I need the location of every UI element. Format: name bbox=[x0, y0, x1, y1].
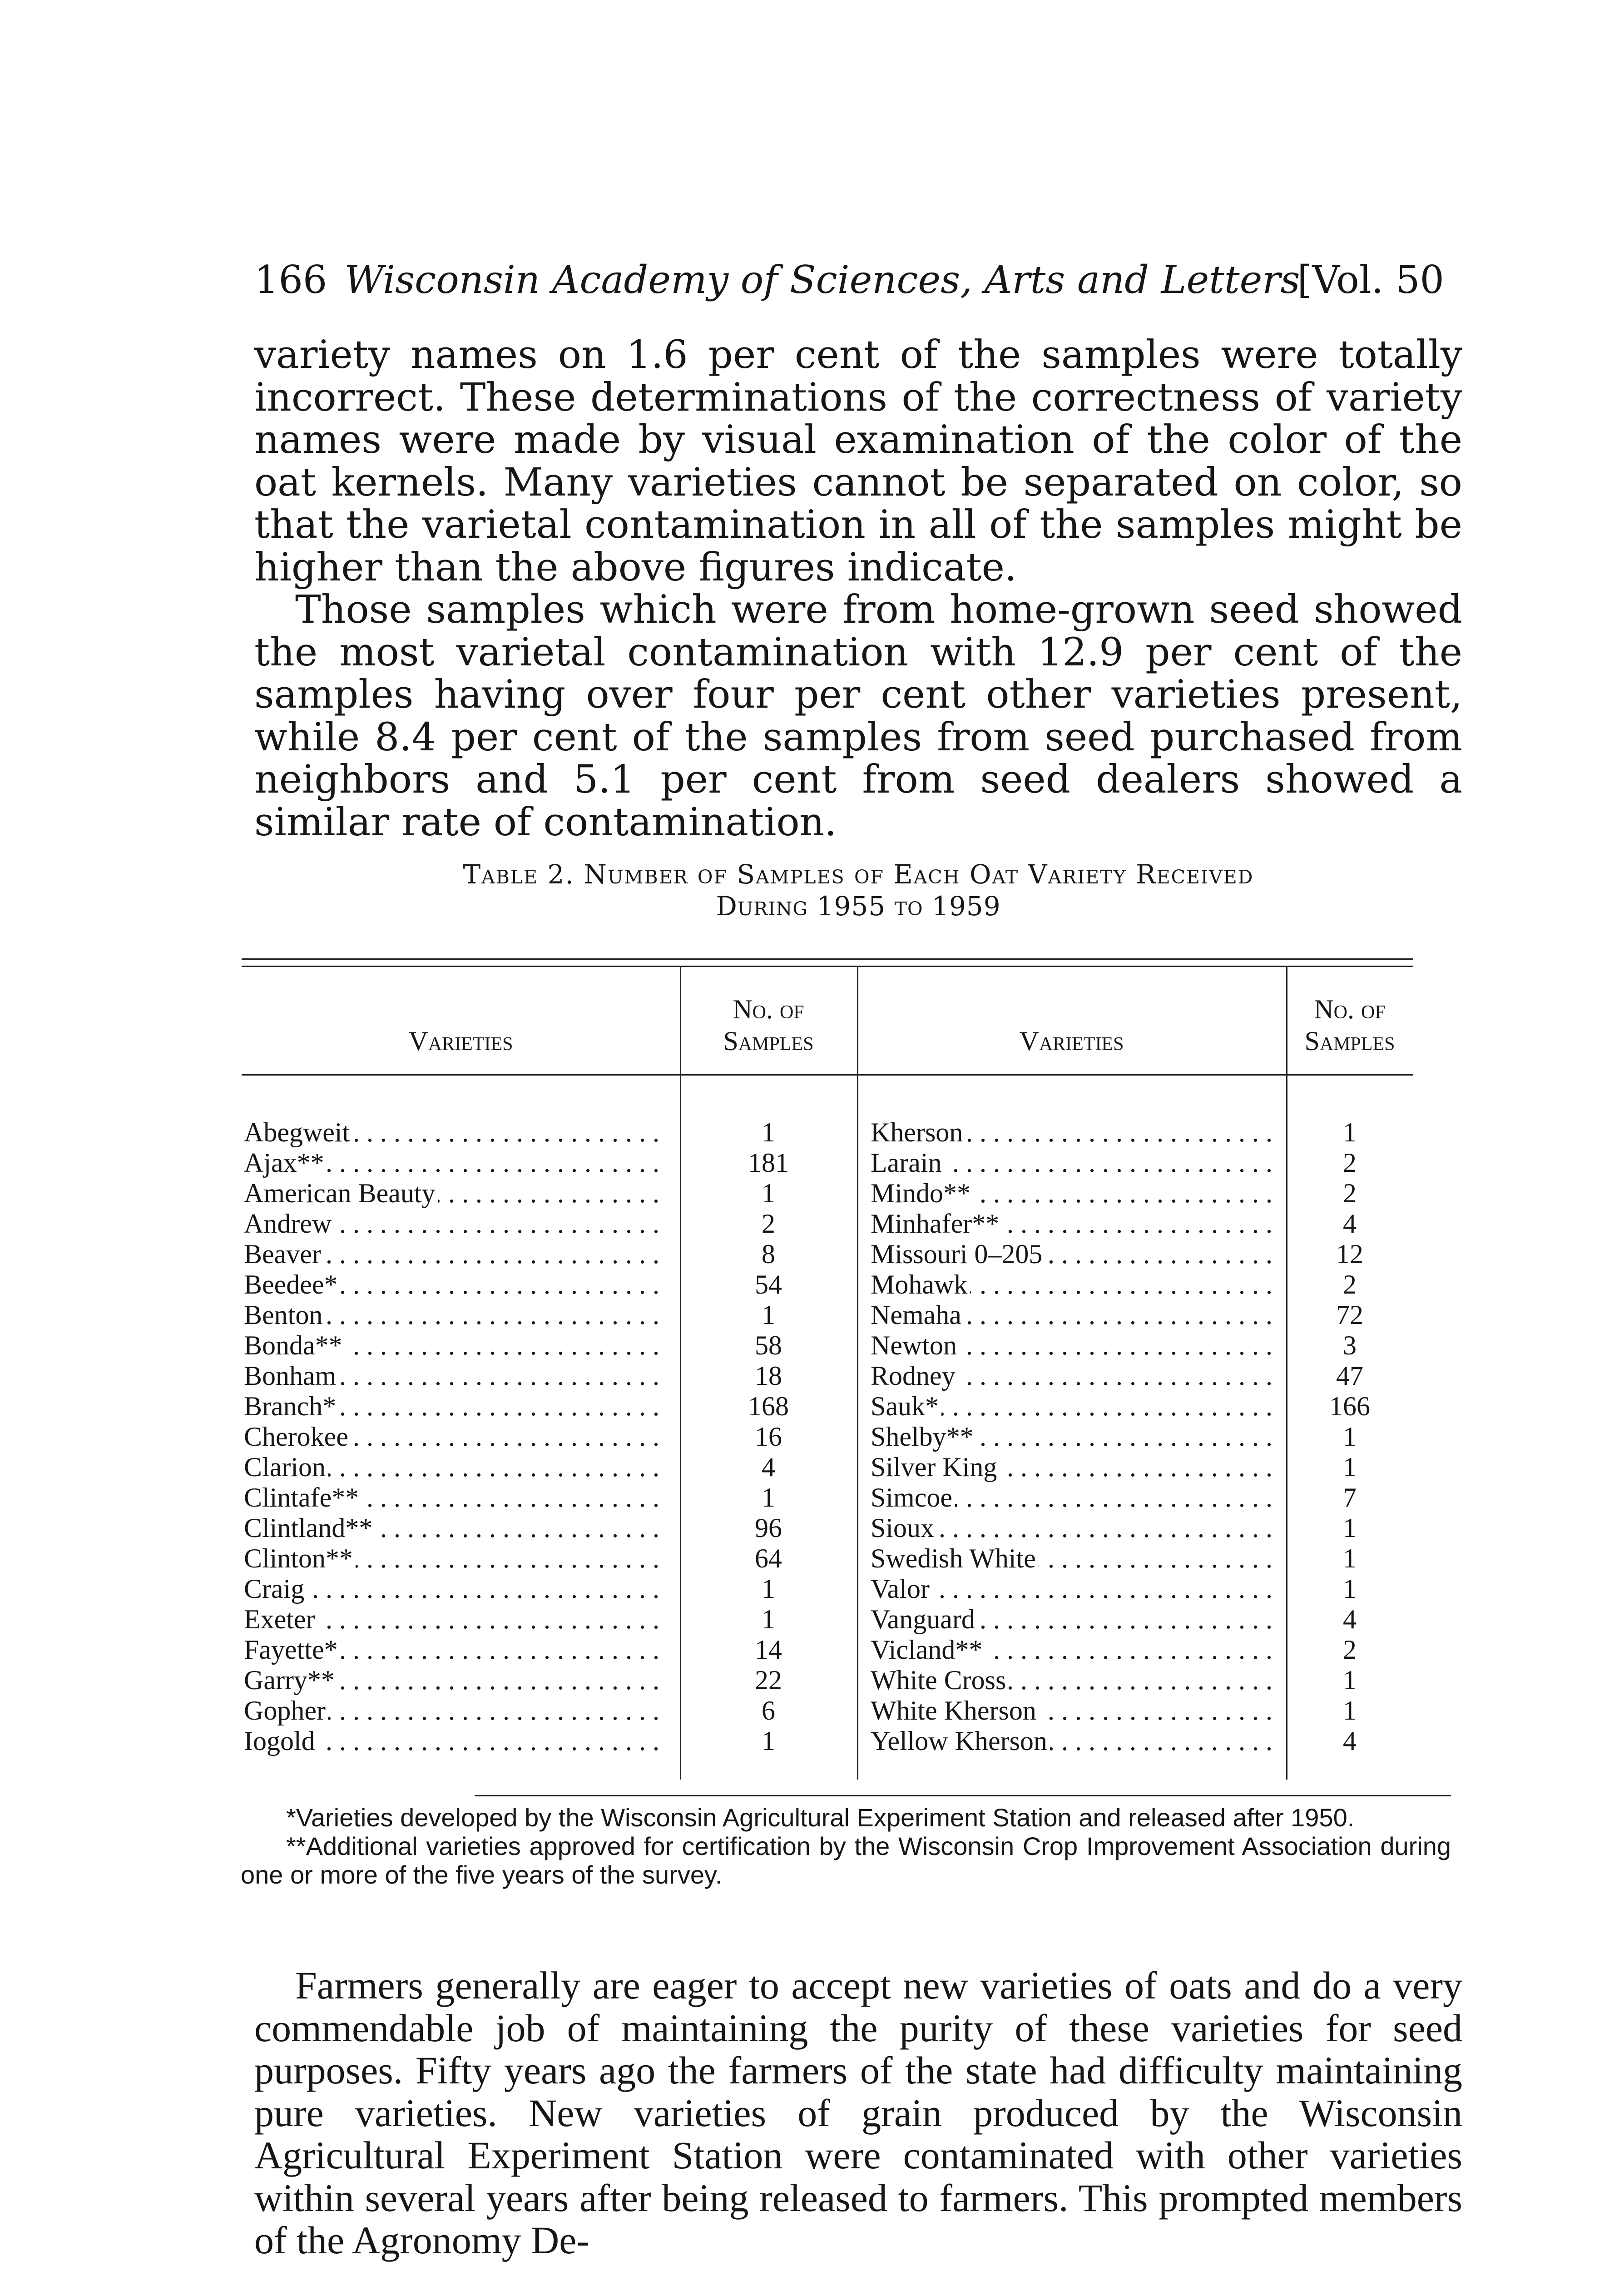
variety-name: Simcoe bbox=[871, 1483, 955, 1512]
table-row-variety bbox=[244, 1330, 662, 1361]
journal-title: Wisconsin Academy of Sciences, Arts and Letters bbox=[344, 258, 1300, 302]
variety-name: Shelby** bbox=[871, 1422, 976, 1452]
table-row-variety bbox=[244, 1361, 662, 1391]
table-row-count bbox=[680, 1452, 857, 1483]
sample-count: 18 bbox=[755, 1361, 782, 1391]
sample-count: 1 bbox=[1343, 1574, 1357, 1604]
table-row-count bbox=[1286, 1239, 1413, 1269]
sample-count: 1 bbox=[762, 1178, 775, 1208]
sample-count: 96 bbox=[755, 1513, 782, 1543]
sample-count: 12 bbox=[1336, 1239, 1363, 1269]
table-row-variety bbox=[244, 1696, 662, 1726]
variety-name: White Cross bbox=[871, 1665, 1009, 1695]
table-row-count bbox=[1286, 1117, 1413, 1148]
sample-count: 1 bbox=[1343, 1117, 1357, 1147]
table-row-variety bbox=[871, 1361, 1275, 1391]
table-row-variety bbox=[871, 1483, 1275, 1513]
table-row-count bbox=[1286, 1543, 1413, 1574]
variety-name: Missouri 0–205 bbox=[871, 1239, 1045, 1269]
table-row-count bbox=[680, 1178, 857, 1209]
sample-count: 2 bbox=[1343, 1178, 1357, 1208]
table-row-count bbox=[1286, 1178, 1413, 1209]
table-row-variety bbox=[871, 1269, 1275, 1300]
sample-count: 3 bbox=[1343, 1330, 1357, 1360]
variety-name: Sioux bbox=[871, 1513, 937, 1543]
sample-count: 2 bbox=[1343, 1269, 1357, 1299]
sample-count-column bbox=[1286, 1117, 1413, 1756]
variety-name: Minhafer** bbox=[871, 1209, 1002, 1239]
footnote: **Additional varieties approved for certification by the Wisconsin Crop Improvement Association during one or more of the five years of the survey. bbox=[241, 1832, 1451, 1889]
header-label: Samples bbox=[1304, 1026, 1395, 1056]
variety-name: Garry** bbox=[244, 1665, 337, 1695]
sample-count: 1 bbox=[762, 1604, 775, 1634]
sample-count: 6 bbox=[762, 1696, 775, 1726]
variety-name: Ajax** bbox=[244, 1148, 327, 1178]
table-row-variety bbox=[244, 1148, 662, 1178]
sample-count: 72 bbox=[1336, 1300, 1363, 1330]
sample-count: 47 bbox=[1336, 1361, 1363, 1391]
table-row-count bbox=[680, 1574, 857, 1604]
table-row-variety bbox=[871, 1574, 1275, 1604]
table-row-count bbox=[1286, 1330, 1413, 1361]
table-row-variety bbox=[244, 1239, 662, 1269]
variety-name: Kherson bbox=[871, 1117, 965, 1147]
table-row-count bbox=[1286, 1361, 1413, 1391]
header-label: Samples bbox=[723, 1026, 814, 1056]
table-row-variety bbox=[871, 1696, 1275, 1726]
variety-name: Clintland** bbox=[244, 1513, 375, 1543]
table-row-variety bbox=[871, 1513, 1275, 1543]
table-row-variety bbox=[244, 1178, 662, 1209]
table-row-count bbox=[1286, 1148, 1413, 1178]
variety-name: White Kherson bbox=[871, 1696, 1039, 1726]
table-row-variety bbox=[244, 1300, 662, 1330]
table-row-count bbox=[680, 1361, 857, 1391]
table-row-variety bbox=[244, 1452, 662, 1483]
sample-count: 64 bbox=[755, 1543, 782, 1573]
variety-name: Newton bbox=[871, 1330, 960, 1360]
table-row-count bbox=[680, 1209, 857, 1239]
table-row-count bbox=[680, 1665, 857, 1696]
table-row-count bbox=[1286, 1604, 1413, 1635]
header-label: No. of bbox=[1314, 994, 1386, 1024]
table-row-variety bbox=[871, 1543, 1275, 1574]
variety-name: Benton bbox=[244, 1300, 325, 1330]
sample-count: 166 bbox=[1329, 1391, 1370, 1421]
table-row-variety bbox=[871, 1665, 1275, 1696]
variety-name: Clarion bbox=[244, 1452, 328, 1482]
body-text-top bbox=[254, 334, 1462, 843]
table-row-count bbox=[680, 1696, 857, 1726]
variety-name: Craig bbox=[244, 1574, 307, 1604]
sample-count: 2 bbox=[1343, 1148, 1357, 1178]
sample-count: 1 bbox=[1343, 1452, 1357, 1482]
variety-name: Swedish White bbox=[871, 1543, 1039, 1573]
table-row-variety bbox=[871, 1726, 1275, 1756]
table-caption-line: During 1955 to 1959 bbox=[716, 891, 1001, 922]
sample-count: 1 bbox=[762, 1483, 775, 1512]
variety-name: Bonda** bbox=[244, 1330, 345, 1360]
table-row-variety bbox=[244, 1604, 662, 1635]
table-row-variety bbox=[244, 1574, 662, 1604]
table-row-variety bbox=[244, 1483, 662, 1513]
table-row-variety bbox=[244, 1635, 662, 1665]
table-row-count bbox=[1286, 1635, 1413, 1665]
variety-name: Bonham bbox=[244, 1361, 339, 1391]
variety-name: Branch* bbox=[244, 1391, 339, 1421]
table-row-count bbox=[680, 1483, 857, 1513]
table-row-variety bbox=[871, 1117, 1275, 1148]
table-row-count bbox=[680, 1726, 857, 1756]
variety-name: Larain bbox=[871, 1148, 945, 1178]
table-row-count bbox=[1286, 1269, 1413, 1300]
header-label: No. of bbox=[733, 994, 804, 1024]
table-row-variety bbox=[244, 1422, 662, 1452]
sample-count: 1 bbox=[762, 1726, 775, 1756]
table-row-count bbox=[680, 1513, 857, 1543]
table-row-count bbox=[1286, 1209, 1413, 1239]
variety-name-column bbox=[244, 1117, 662, 1756]
column-header-varieties bbox=[242, 958, 680, 1074]
variety-name: Mohawk bbox=[871, 1269, 970, 1299]
variety-name: Valor bbox=[871, 1574, 932, 1604]
sample-count: 58 bbox=[755, 1330, 782, 1360]
variety-name: Beaver bbox=[244, 1239, 324, 1269]
sample-count: 168 bbox=[748, 1391, 789, 1421]
sample-count: 2 bbox=[762, 1209, 775, 1239]
table-row-count bbox=[680, 1239, 857, 1269]
sample-count: 4 bbox=[1343, 1604, 1357, 1634]
table-row-count bbox=[1286, 1665, 1413, 1696]
table-row-count bbox=[1286, 1726, 1413, 1756]
variety-name: Clintafe** bbox=[244, 1483, 361, 1512]
variety-name: Yellow Kherson bbox=[871, 1726, 1050, 1756]
table-row-count bbox=[680, 1391, 857, 1422]
paragraph: variety names on 1.6 per cent of the samples were totally incorrect. These determinations of the correctness of variety names were made by visual examination of the color of the oat kernels. Many varieties cannot be separated on color, so that the varietal contamination in all of the samples might be higher than the above figures indicate. bbox=[254, 332, 1462, 590]
sample-count: 22 bbox=[755, 1665, 782, 1695]
sample-count: 4 bbox=[762, 1452, 775, 1482]
variety-name: Iogold bbox=[244, 1726, 318, 1756]
table-row-variety bbox=[244, 1117, 662, 1148]
variety-name: Andrew bbox=[244, 1209, 334, 1239]
sample-count: 4 bbox=[1343, 1726, 1357, 1756]
footnote-rule bbox=[475, 1795, 1451, 1796]
table-row-variety bbox=[244, 1391, 662, 1422]
column-header-samples bbox=[680, 958, 857, 1074]
variety-name: Vicland** bbox=[871, 1635, 985, 1665]
sample-count: 1 bbox=[1343, 1696, 1357, 1726]
footnote: *Varieties developed by the Wisconsin Agricultural Experiment Station and released after 1950. bbox=[286, 1803, 1355, 1832]
paragraph: Farmers generally are eager to accept new varieties of oats and do a very commendable job of maintaining the purity of these varieties for seed purposes. Fifty years ago the farmers of the state had difficulty maintaining pure varieties. New varieties of grain produced by the Wisconsin Agricultural Experiment Station were contaminated with other varieties within several years after being released to farmers. This prompted members of the Agronomy De- bbox=[254, 1964, 1462, 2262]
column-header-samples bbox=[1286, 958, 1413, 1074]
table-row-variety bbox=[871, 1178, 1275, 1209]
sample-count: 1 bbox=[1343, 1422, 1357, 1452]
variety-name: Clinton** bbox=[244, 1543, 356, 1573]
table-row-count bbox=[680, 1330, 857, 1361]
variety-name: Gopher bbox=[244, 1696, 328, 1726]
table-row-count bbox=[1286, 1300, 1413, 1330]
variety-name: Vanguard bbox=[871, 1604, 978, 1634]
page-number: 166 bbox=[254, 258, 327, 302]
table-row-count bbox=[1286, 1696, 1413, 1726]
table-row-variety bbox=[871, 1604, 1275, 1635]
table-row-variety bbox=[871, 1452, 1275, 1483]
table-row-count bbox=[680, 1422, 857, 1452]
table-row-variety bbox=[871, 1422, 1275, 1452]
table-row-variety bbox=[871, 1391, 1275, 1422]
table-row-count bbox=[1286, 1513, 1413, 1543]
table-row-variety bbox=[244, 1726, 662, 1756]
body-text-bottom bbox=[254, 1964, 1462, 2262]
sample-count: 2 bbox=[1343, 1635, 1357, 1665]
table-row-variety bbox=[244, 1513, 662, 1543]
paragraph: Those samples which were from home-grown seed showed the most varietal contamination with 12.9 per cent of the samples having over four per cent other varieties present, while 8.4 per cent of the samples from seed purchased from neighbors and 5.1 per cent from seed dealers showed a similar rate of contamination. bbox=[254, 587, 1462, 845]
table-row-variety bbox=[871, 1330, 1275, 1361]
column-header-varieties bbox=[857, 958, 1286, 1074]
table-row-count bbox=[1286, 1574, 1413, 1604]
running-header bbox=[254, 257, 1444, 302]
variety-name: Rodney bbox=[871, 1361, 958, 1391]
table-row-variety bbox=[244, 1665, 662, 1696]
sample-count: 14 bbox=[755, 1635, 782, 1665]
header-label: Varieties bbox=[408, 1026, 513, 1056]
header-label: Varieties bbox=[1019, 1026, 1124, 1056]
table-caption bbox=[254, 858, 1462, 922]
table-row-count bbox=[680, 1635, 857, 1665]
table-row-variety bbox=[871, 1148, 1275, 1178]
table-row-count bbox=[680, 1300, 857, 1330]
table-row-count bbox=[680, 1604, 857, 1635]
table-row-count bbox=[1286, 1422, 1413, 1452]
column-divider bbox=[857, 967, 858, 1780]
table-footnotes bbox=[241, 1803, 1451, 1889]
table-row-count bbox=[680, 1117, 857, 1148]
sample-count: 1 bbox=[762, 1117, 775, 1147]
table-row-variety bbox=[871, 1239, 1275, 1269]
volume-label: [Vol. 50 bbox=[1297, 258, 1444, 302]
table-row-variety bbox=[871, 1635, 1275, 1665]
table-row-count bbox=[680, 1269, 857, 1300]
table-row-variety bbox=[244, 1209, 662, 1239]
table-row-variety bbox=[244, 1269, 662, 1300]
variety-name: Cherokee bbox=[244, 1422, 351, 1452]
table-caption-line: Table 2. Number of Samples of Each Oat Variety Received bbox=[463, 859, 1254, 890]
variety-name: Sauk* bbox=[871, 1391, 941, 1421]
table-row-count bbox=[1286, 1391, 1413, 1422]
variety-name: Exeter bbox=[244, 1604, 318, 1634]
sample-count: 4 bbox=[1343, 1209, 1357, 1239]
variety-name-column bbox=[871, 1117, 1275, 1756]
table-row-variety bbox=[871, 1209, 1275, 1239]
variety-name: Beedee* bbox=[244, 1269, 341, 1299]
table-row-count bbox=[680, 1543, 857, 1574]
table-rule bbox=[242, 1074, 1413, 1076]
table-row-count bbox=[1286, 1452, 1413, 1483]
sample-count: 16 bbox=[755, 1422, 782, 1452]
sample-count: 1 bbox=[1343, 1513, 1357, 1543]
sample-count: 54 bbox=[755, 1269, 782, 1299]
table-row-variety bbox=[244, 1543, 662, 1574]
table-row-count bbox=[1286, 1483, 1413, 1513]
sample-count-column bbox=[680, 1117, 857, 1756]
variety-name: Silver King bbox=[871, 1452, 1000, 1482]
variety-name: Abegweit bbox=[244, 1117, 352, 1147]
variety-name: Nemaha bbox=[871, 1300, 964, 1330]
sample-count: 1 bbox=[1343, 1543, 1357, 1573]
sample-count: 1 bbox=[762, 1300, 775, 1330]
sample-count: 1 bbox=[1343, 1665, 1357, 1695]
variety-name: Fayette* bbox=[244, 1635, 341, 1665]
sample-count: 181 bbox=[748, 1148, 789, 1178]
variety-name: Mindo** bbox=[871, 1178, 973, 1208]
sample-count: 8 bbox=[762, 1239, 775, 1269]
sample-count: 1 bbox=[762, 1574, 775, 1604]
table-row-count bbox=[680, 1148, 857, 1178]
sample-count: 7 bbox=[1343, 1483, 1357, 1512]
variety-name: American Beauty bbox=[244, 1178, 438, 1208]
table-row-variety bbox=[871, 1300, 1275, 1330]
